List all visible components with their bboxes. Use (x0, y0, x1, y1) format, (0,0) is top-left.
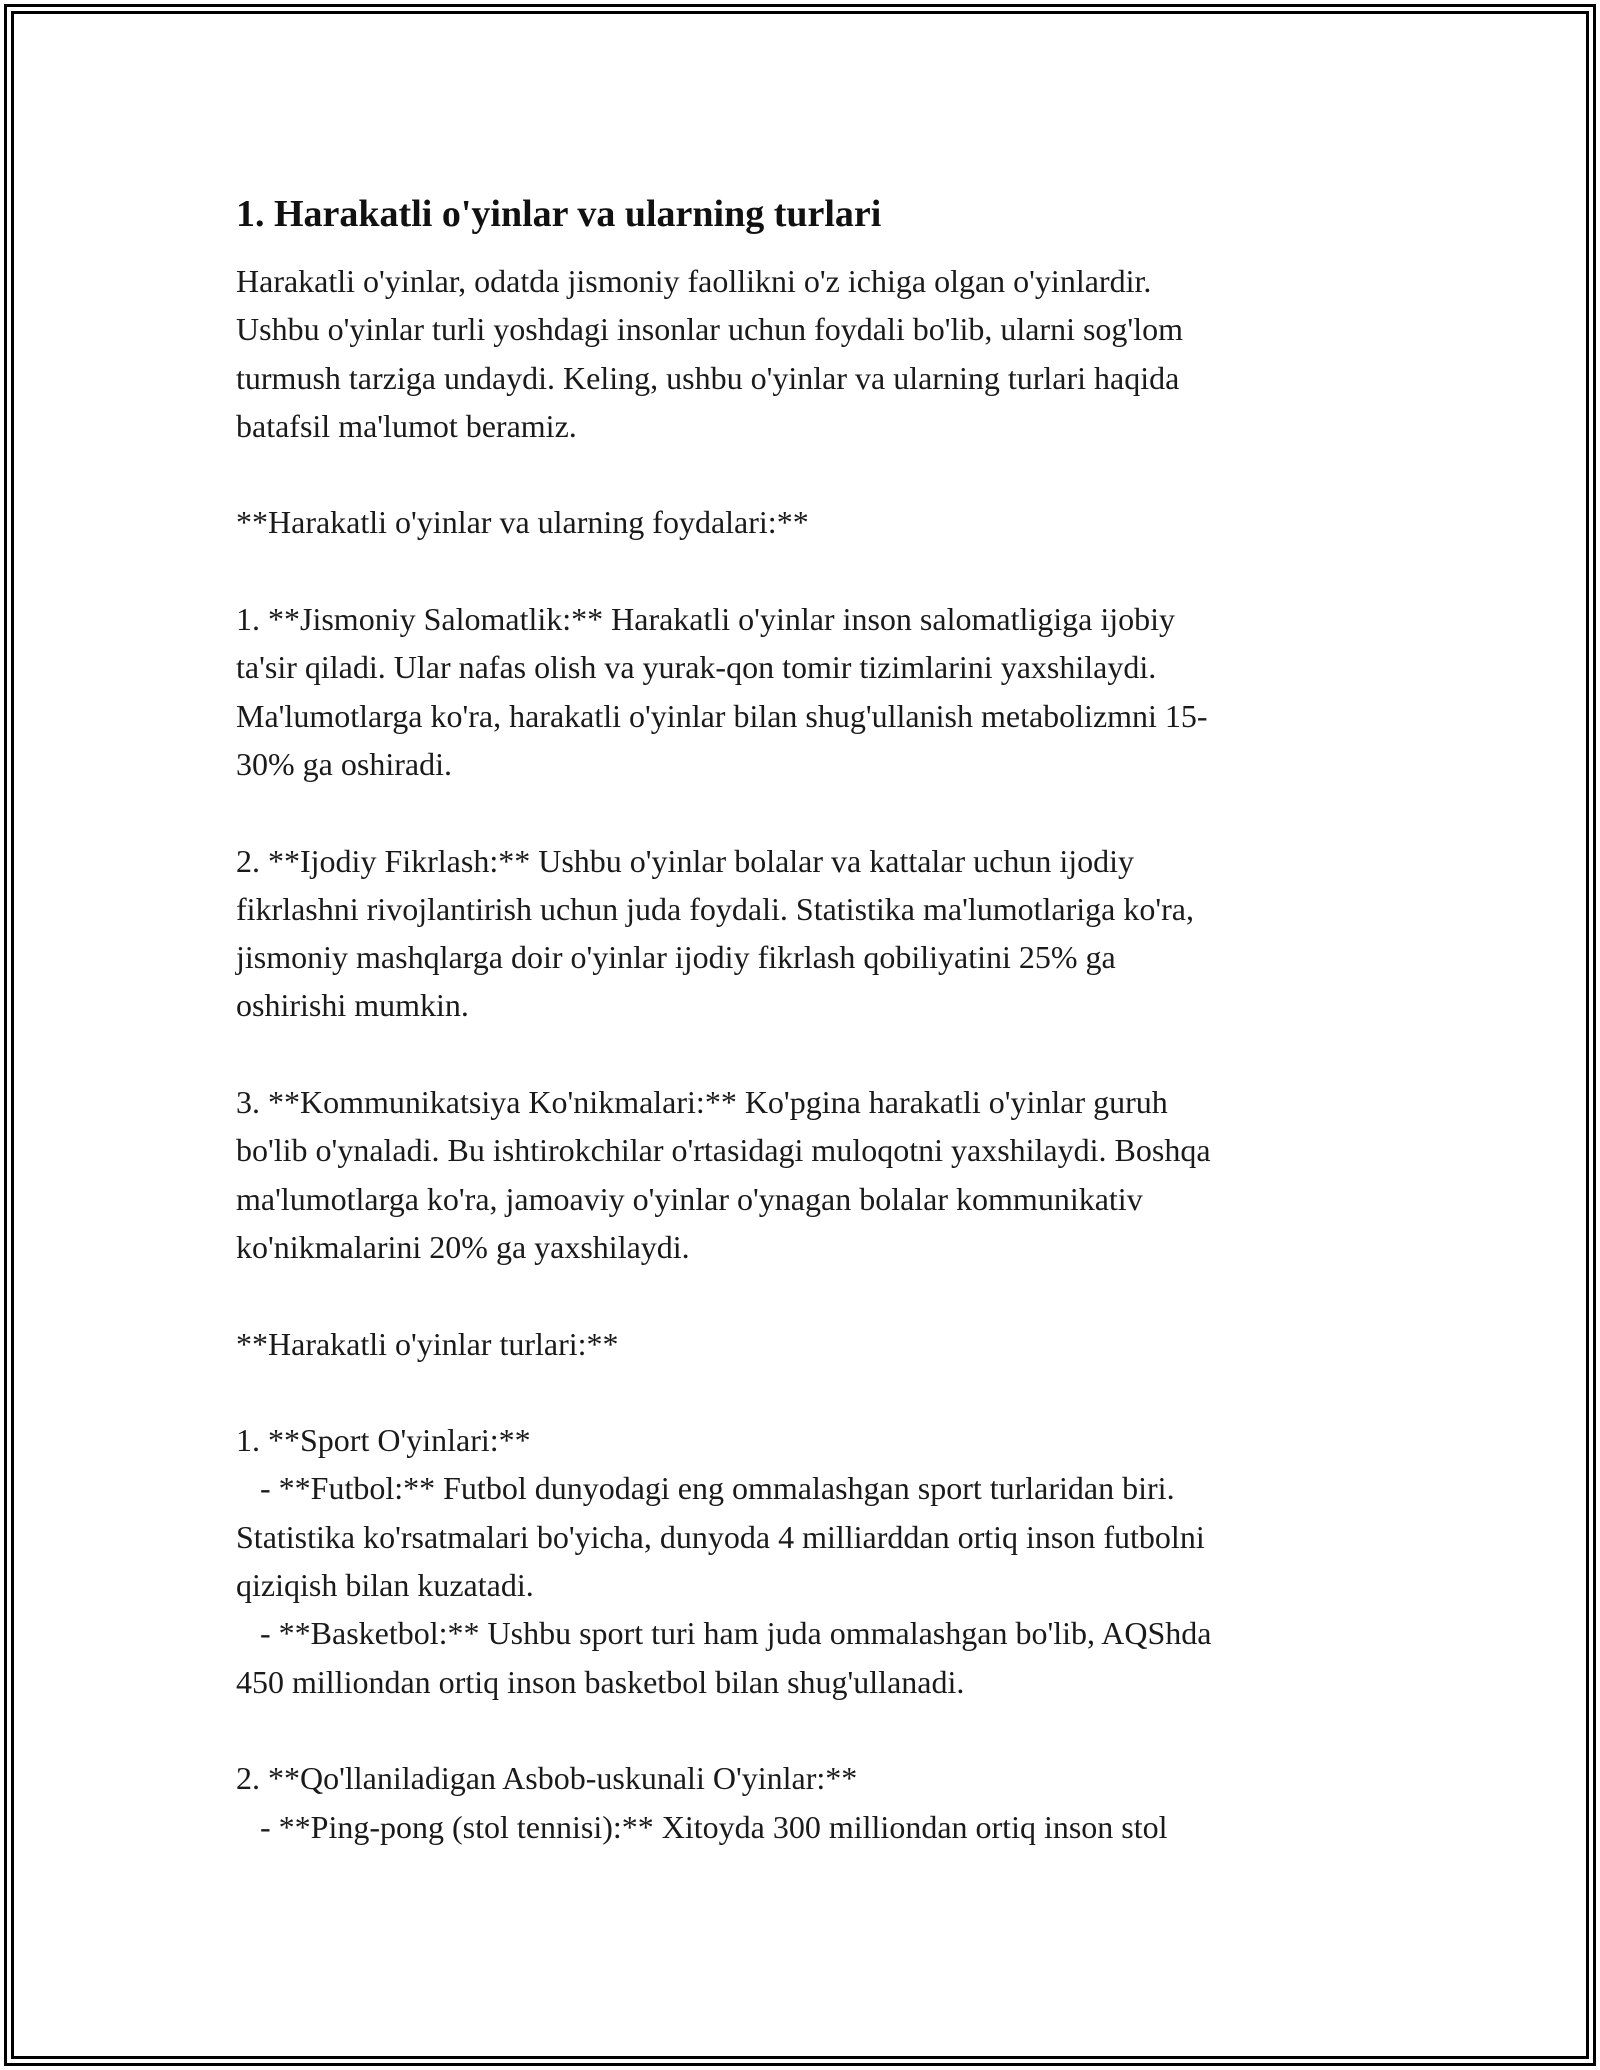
document-content (236, 185, 1366, 1851)
section-heading: 1. Harakatli o'yinlar va ularning turlari (236, 193, 882, 235)
body-text: Harakatli o'yinlar, odatda jismoniy faollikni o'z ichiga olgan o'yinlardir. Ushbu o'yinlar turli yoshdagi insonlar uchun foydali bo'lib, ularni sog'lom turmush tarziga undaydi. Keling, ushbu o'yinlar va ularning turlari haqida batafsil ma'lumot beramiz. **Harakatli o'yinlar va ularning foydalari:** 1. **Jismoniy Salomatlik:** Harakatli o'yinlar inson salomatligiga ijobiy ta'sir qiladi. Ular nafas olish va yurak-qon tomir tizimlarini yaxshilaydi. Ma'lumotlarga ko'ra, harakatli o'yinlar bilan shug'ullanish metabolizmni 15- 30% ga oshiradi. 2. **Ijodiy Fikrlash:** Ushbu o'yinlar bolalar va kattalar uchun ijodiy fikrlashni rivojlantirish uchun juda foydali. Statistika ma'lumotlariga ko'ra, jismoniy mashqlarga doir o'yinlar ijodiy fikrlash qobiliyatini 25% ga oshirishi mumkin. 3. **Kommunikatsiya Ko'nikmalari:** Ko'pgina harakatli o'yinlar guruh bo'lib o'ynaladi. Bu ishtirokchilar o'rtasidagi muloqotni yaxshilaydi. Boshqa ma'lumotlarga ko'ra, jamoaviy o'yinlar o'ynagan bolalar kommunikativ ko'nikmalarini 20% ga yaxshilaydi. **Harakatli o'yinlar turlari:** 1. **Sport O'yinlari:** - **Futbol:** Futbol dunyodagi eng ommalashgan sport turlaridan biri. Statistika ko'rsatmalari bo'yicha, dunyoda 4 milliarddan ortiq inson futbolni qiziqish bilan kuzatadi. - **Basketbol:** Ushbu sport turi ham juda ommalashgan bo'lib, AQShda 450 milliondan ortiq inson basketbol bilan shug'ullanadi. 2. **Qo'llaniladigan Asbob-uskunali O'yinlar:** - **Ping-pong (stol tennisi):** Xitoyda 300 milliondan ortiq inson stol (236, 263, 1212, 1845)
